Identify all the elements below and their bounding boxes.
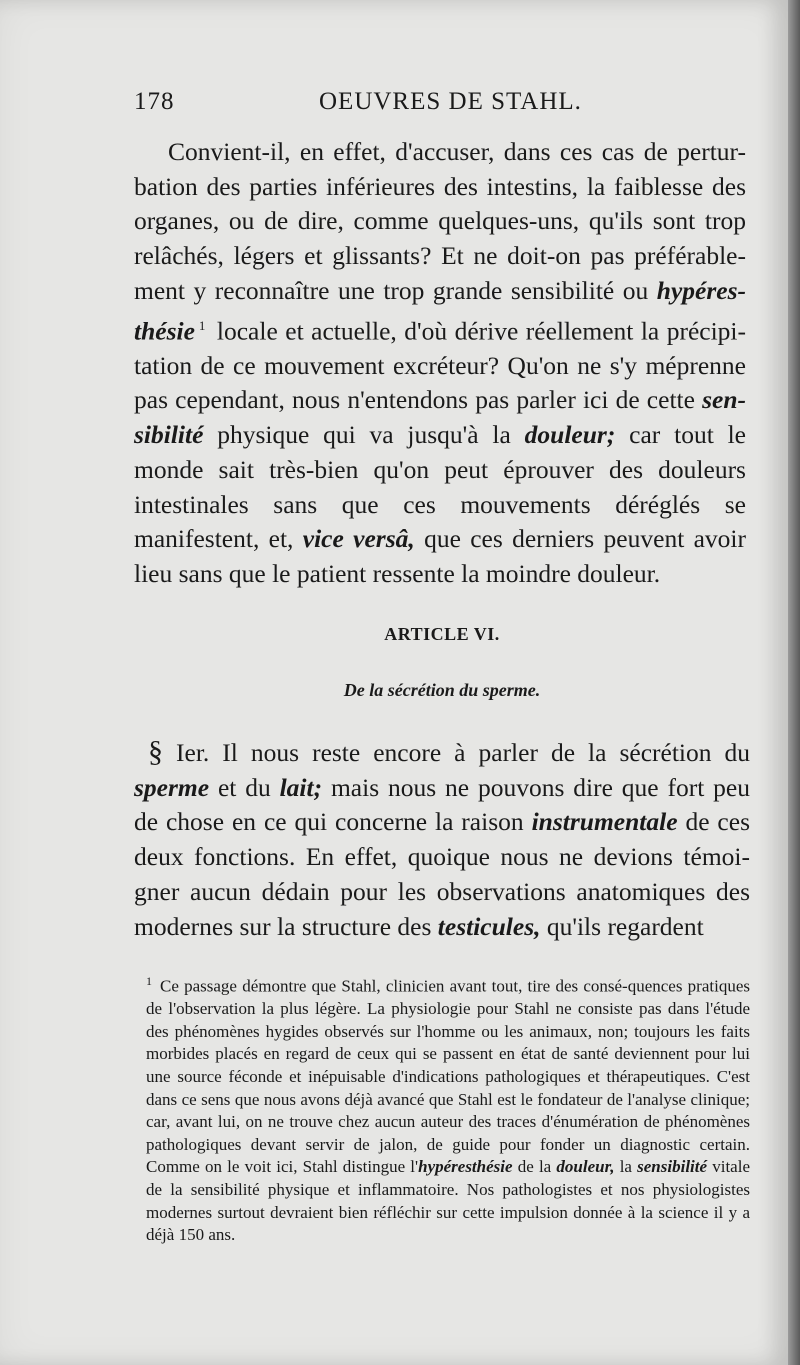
text-run: qu'ils regardent (540, 911, 704, 941)
section-paragraph (134, 735, 750, 944)
term-sperme: sperme (134, 772, 210, 802)
term-douleur: douleur, (556, 1157, 615, 1177)
running-title: OEUVRES DE STAHL. (319, 88, 582, 115)
text-run: et du (209, 772, 280, 802)
text-run: la (614, 1157, 638, 1177)
article-heading: ARTICLE VI. (384, 624, 500, 644)
text-run: Il nous reste encore à parler de la sécrétion du (209, 738, 750, 767)
page-header (134, 88, 750, 128)
text-run: Convient-il, en effet, d'accuser, dans ces cas de pertur-bation des parties inférieures des intestins, la faiblesse des organes, ou de dire, comme quelques-uns, qu'ils sont trop relâchés, légers et glissants? Et ne doit-on pas préférable-ment y reconnaître une trop grande sensibilité ou (134, 137, 746, 305)
text-run: que ces derniers peuvent avoir lieu sans que le patient ressente la moindre douleur. (134, 524, 746, 588)
term-testicules: testicules, (437, 911, 541, 941)
page-edge (788, 0, 800, 1365)
footnote-block (146, 970, 750, 1247)
term-hyperesthesie: hypéres-thésie (134, 275, 746, 346)
text-run: vitale de la sensibilité physique et inflammatoire. Nos pathologistes et nos physiologistes modernes surtout devraient bien réfléchir sur cette impulsion donnée à la science il y a déjà 150 ans. (146, 1157, 750, 1245)
section-text (134, 735, 750, 944)
main-paragraph (134, 135, 746, 592)
text-run: mais nous ne pouvons dire que fort peu de chose en ce qui concerne la raison (134, 772, 750, 837)
section-number: Ier. (176, 738, 210, 767)
term-hyperesthesie: hypéresthésie (418, 1157, 513, 1177)
text-run: de ces deux fonctions. En effet, quoique nous ne devions témoi-gner aucun dédain pour les observations anatomiques des modernes sur la structure des (134, 807, 750, 941)
text-run: locale et actuelle, d'où dérive réellement la précipi-tation de ce mouvement excréteur? Qu'on ne s'y méprenne pas cependant, nous n'entendons pas parler ici de cette (134, 316, 746, 415)
term-sensibilite: sen-sibilité (134, 385, 746, 450)
article-subtitle: De la sécrétion du sperme. (343, 680, 541, 700)
term-lait: lait; (279, 772, 323, 802)
term-vice-versa: vice versâ, (302, 524, 415, 554)
text-run: car tout le monde sait très-bien qu'on peut éprouver des douleurs intestinales sans que ces mouvements déréglés se manifestent, et, (134, 420, 747, 554)
text-run: Ce passage démontre que Stahl, clinicien avant tout, tire des consé-quences pratiques de l'observation la plus légère. La physiologie pour Stahl ne consiste pas dans l'étude des phénomènes hygides observés sur l'homme ou les animaux, non; toujours les faits morbides placés en regard de ceux qui se passent en état de santé deviennent pour lui une source féconde et inépuisable d'indications pathologiques et thérapeutiques. C'est dans ce sens que nous avons déjà avancé que Stahl est le fondateur de l'analyse clinique; car, avant lui, on ne trouve chez aucun auteur des traces d'énumération de phénomènes pathologiques devant servir de jalon, de guide pour fonder un diagnostic certain. Comme on le voit ici, Stahl distingue l' (146, 976, 750, 1177)
page-number: 178 (134, 88, 175, 115)
term-instrumentale: instrumentale (531, 807, 678, 837)
section-mark: § (148, 735, 163, 768)
footnote-mark: 1 (146, 974, 152, 988)
footnote-reference: 1 (198, 317, 206, 333)
footnote-text (146, 970, 750, 1247)
paragraph-text (134, 135, 746, 592)
term-sensibilite: sensibilité (637, 1157, 708, 1177)
text-run: de la (512, 1157, 557, 1177)
text-run: physique qui va jusqu'à la (203, 420, 525, 450)
term-douleur: douleur; (524, 420, 616, 450)
